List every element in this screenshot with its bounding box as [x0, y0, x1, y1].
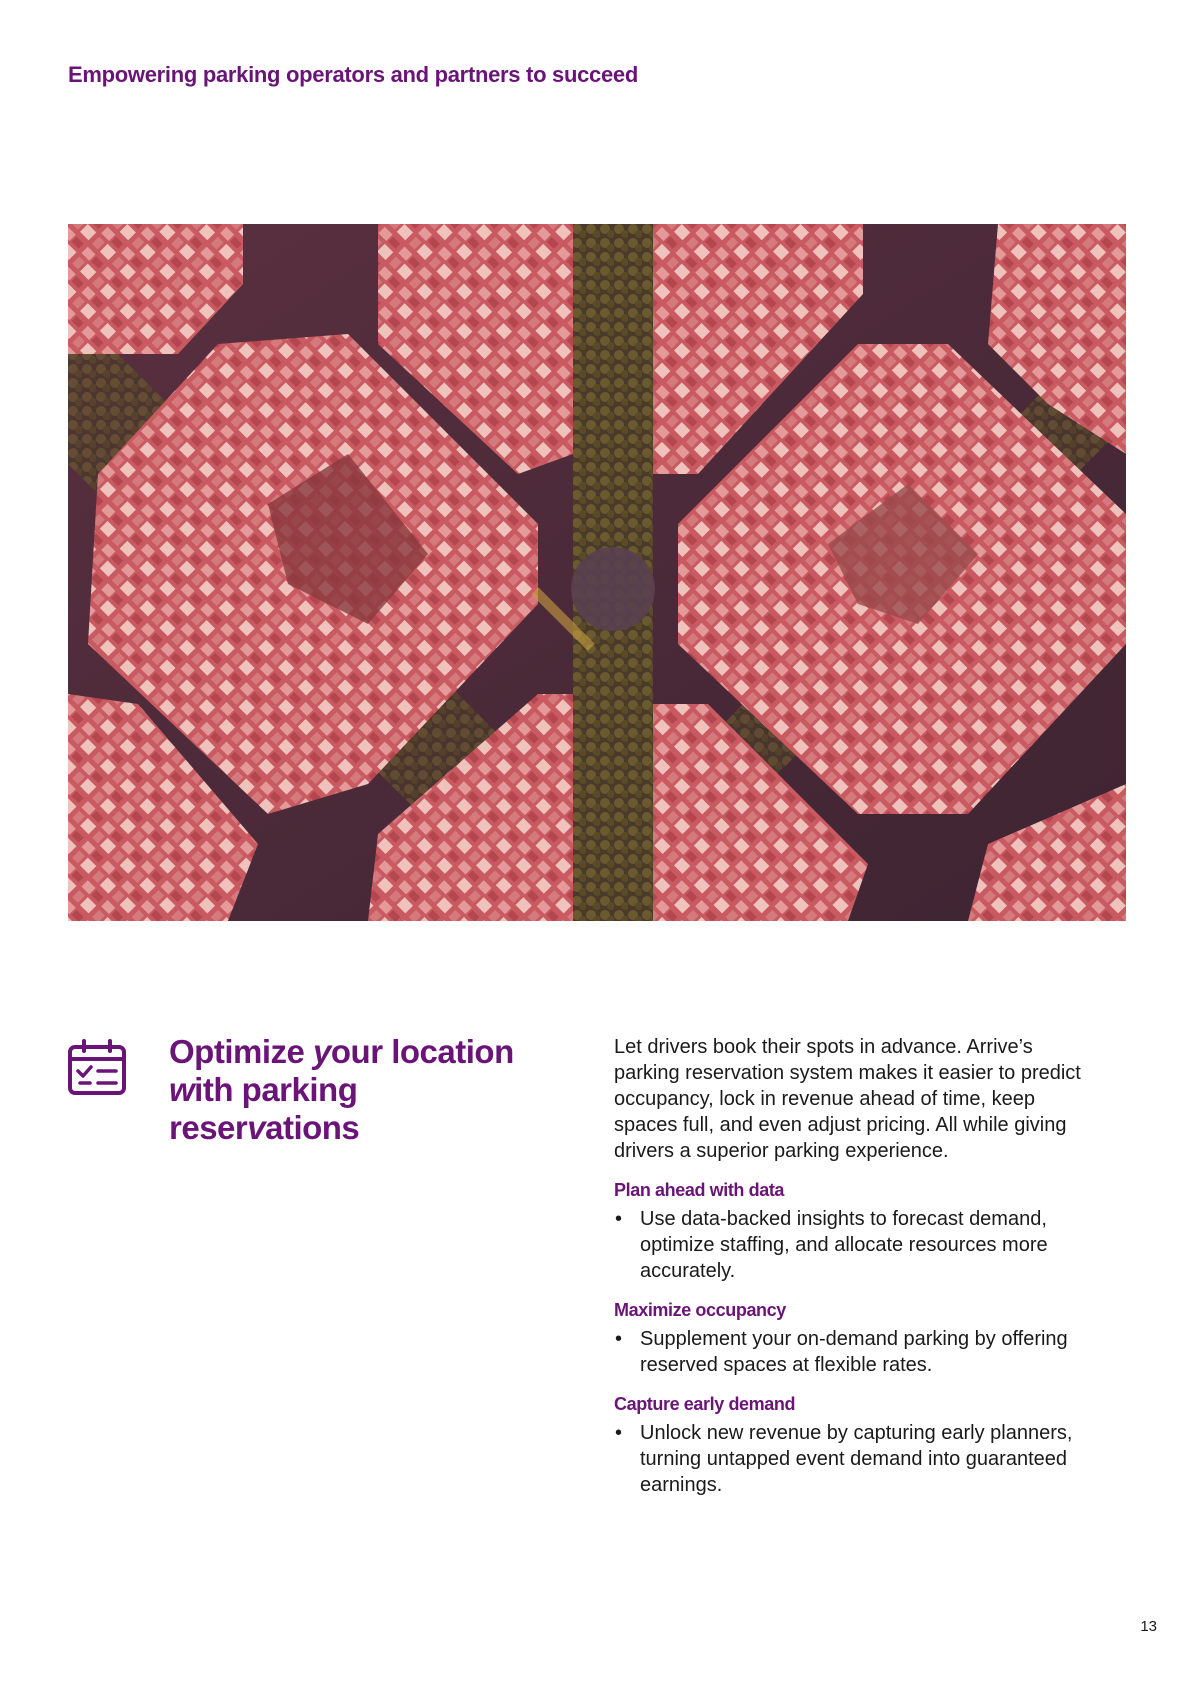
bullet-icon: • [615, 1422, 623, 1444]
section-title: Optimize your location with parking reservations [169, 1033, 514, 1146]
subheading-maximize-occupancy: Maximize occupancy [614, 1300, 786, 1320]
list-item: • Supplement your on-demand parking by offering reserved spaces at flexible rates. [615, 1328, 1068, 1376]
body-column [614, 1034, 1094, 1498]
bullet-icon: • [615, 1208, 623, 1230]
aerial-city-photo [68, 224, 1126, 921]
page-header-title: Empowering parking operators and partners to succeed [68, 62, 638, 87]
calendar-check-icon [68, 1039, 126, 1097]
hero-image [68, 224, 1126, 921]
intro-paragraph: Let drivers book their spots in advance. Arrive’s parking reservation system makes it easier to predict occupancy, lock in revenue ahead of time, keep spaces full, and even adjust pricing. All while giving drivers a superior parking experience. [614, 1036, 1081, 1162]
list-item: • Unlock new revenue by capturing early planners, turning untapped event demand into guaranteed earnings. [615, 1422, 1073, 1496]
list-item: • Use data-backed insights to forecast demand, optimize staffing, and allocate resources more accurately. [615, 1208, 1048, 1282]
page-number: 13 [1140, 1618, 1157, 1635]
subheading-capture-demand: Capture early demand [614, 1394, 796, 1414]
subheading-plan-ahead: Plan ahead with data [614, 1180, 785, 1200]
bullet-icon: • [615, 1328, 623, 1350]
